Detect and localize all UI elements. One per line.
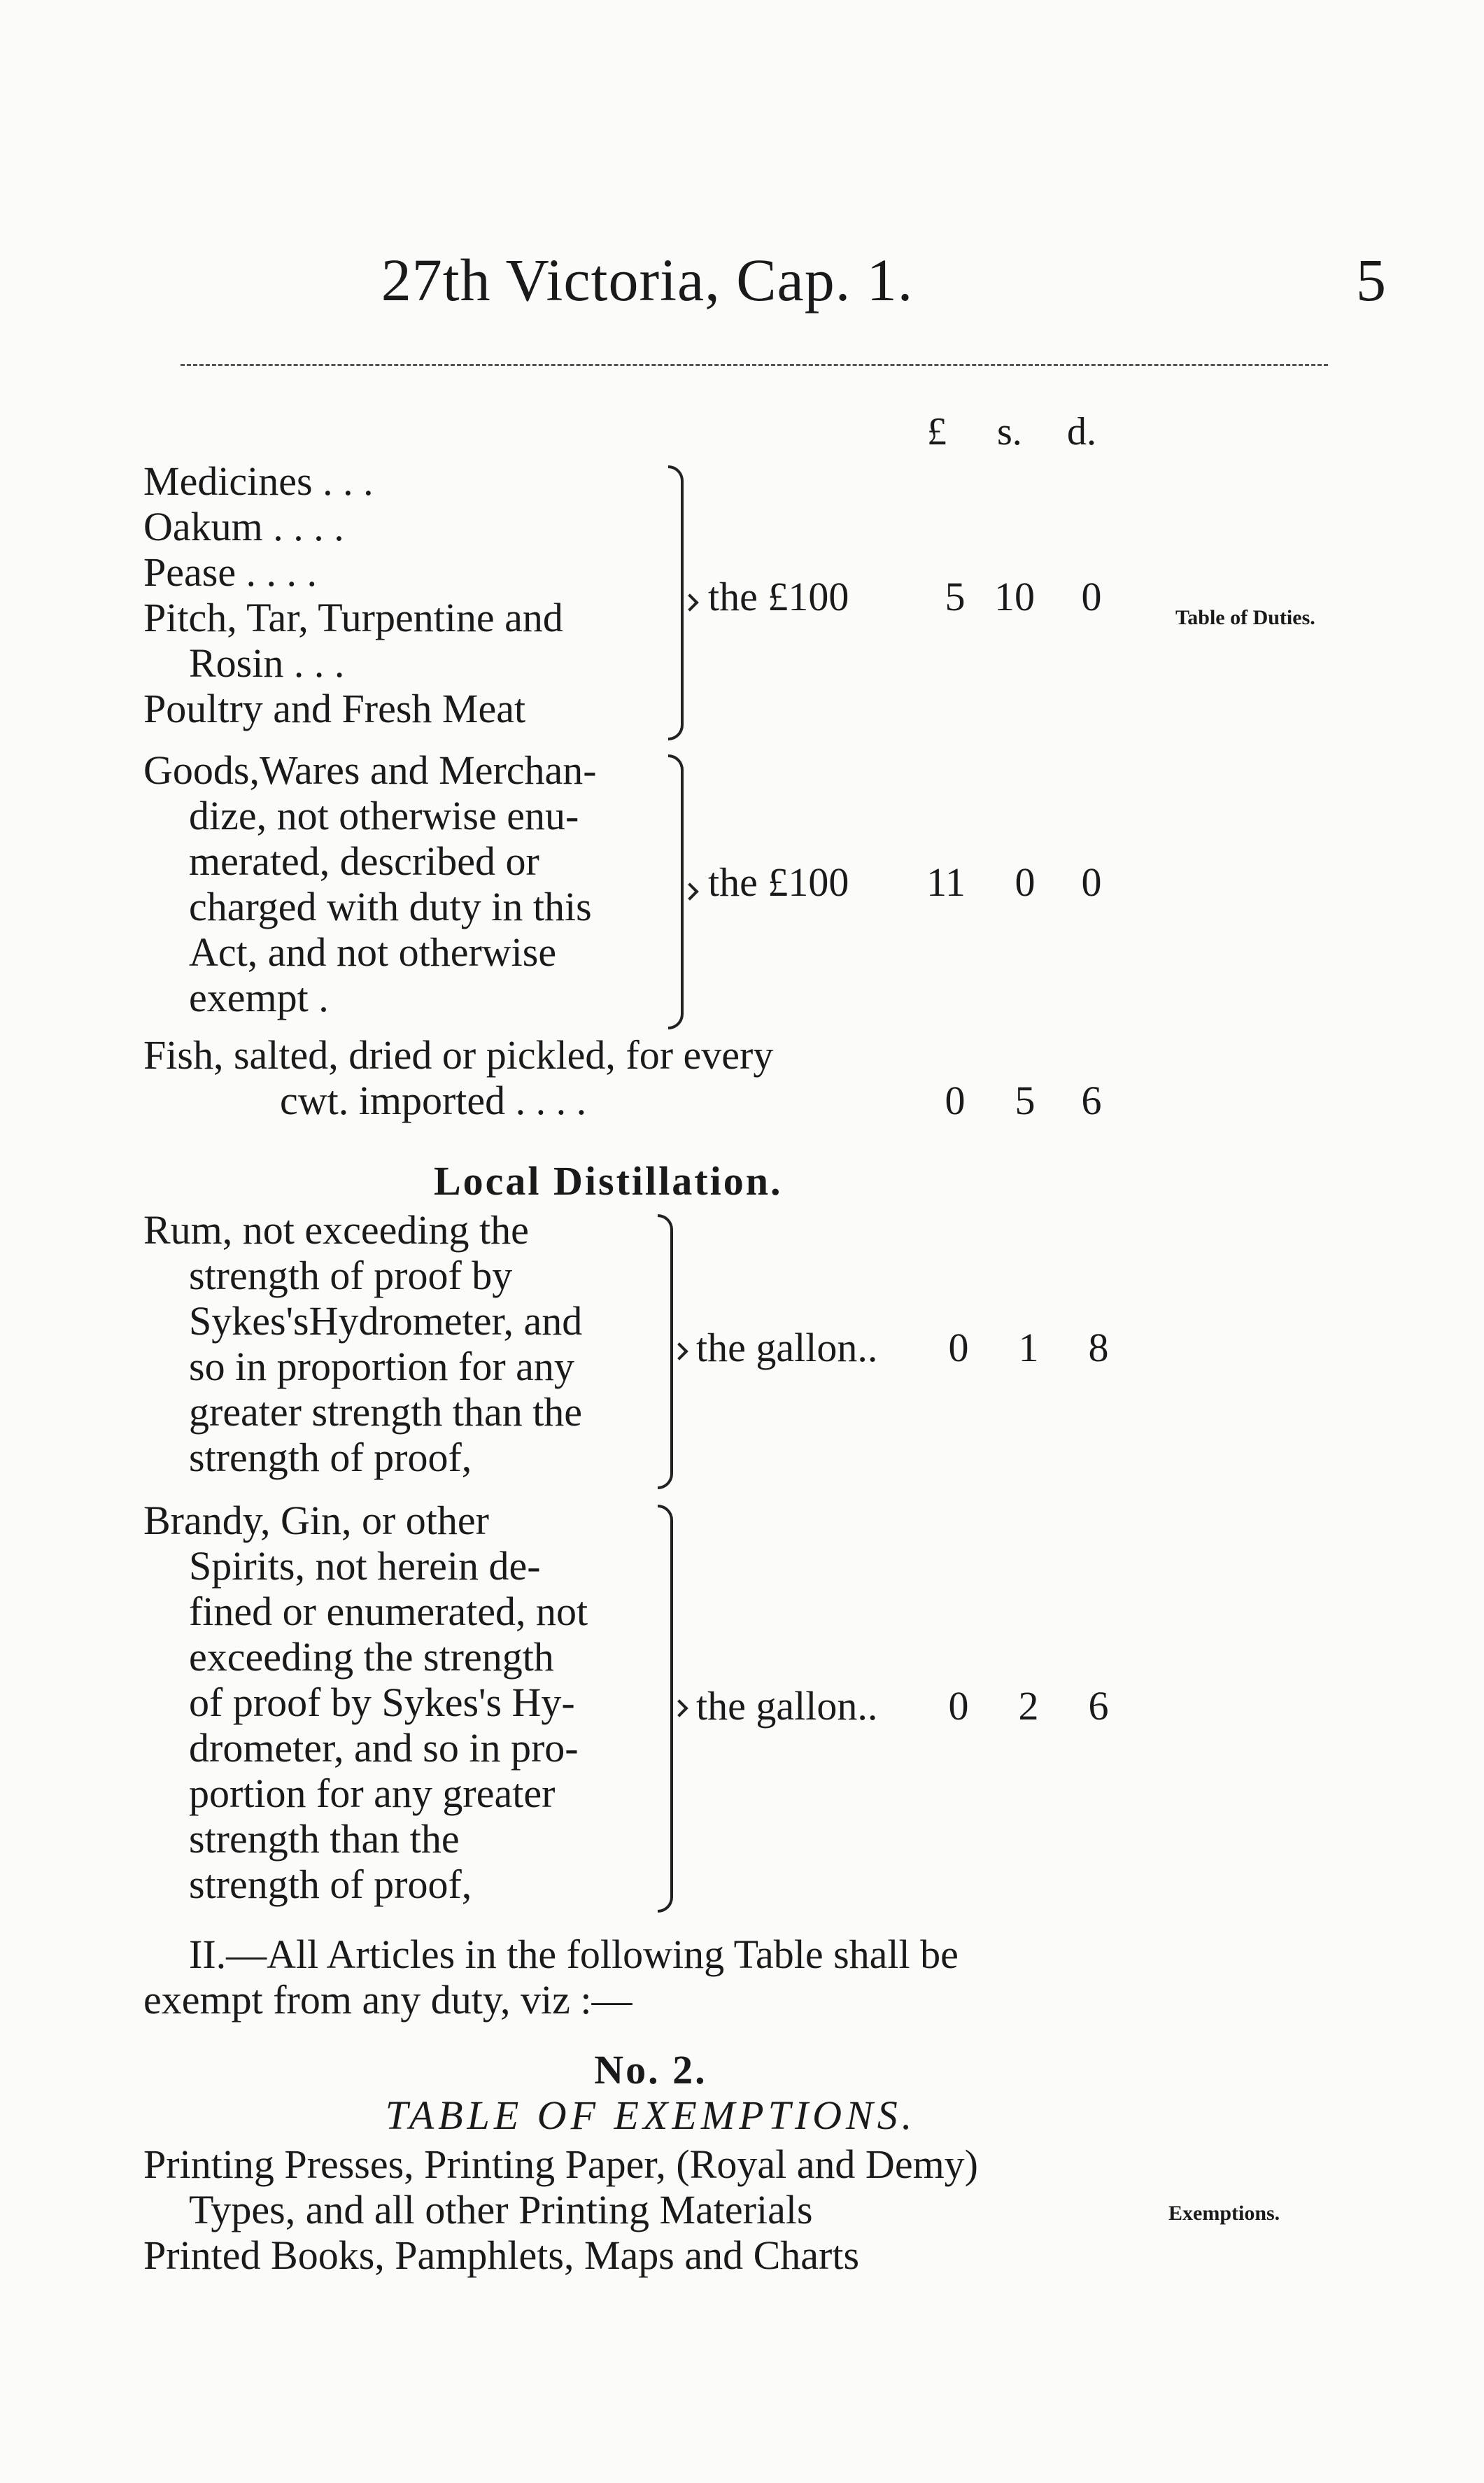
side-note-exemptions: Exemptions. (1168, 2202, 1280, 2225)
rate-label: the gallon.. (696, 1683, 878, 1729)
column-pence: d. (1067, 410, 1096, 453)
section-ii-line-2: exempt from any duty, viz :— (143, 1977, 633, 2023)
fish-line-2: cwt. imported . . . . (280, 1078, 587, 1123)
amount-shillings: 5 (1015, 1078, 1036, 1123)
amount-pounds: 11 (926, 859, 966, 905)
list-item: fined or enumerated, not (189, 1589, 588, 1634)
rate-label: the £100 (708, 859, 849, 905)
column-shillings: s. (997, 410, 1022, 453)
list-item: exempt . (189, 975, 329, 1020)
rate-label: the gallon.. (696, 1325, 878, 1370)
amount-pounds: 0 (948, 1325, 969, 1370)
list-item: Brandy, Gin, or other (143, 1498, 489, 1543)
list-item: Rosin . . . (189, 640, 345, 686)
list-item: Medicines . . . (143, 458, 374, 504)
table-number: No. 2. (594, 2047, 707, 2092)
brace (658, 1505, 673, 1913)
list-item: Goods,Wares and Merchan- (143, 747, 597, 793)
list-item: Act, and not otherwise (189, 929, 557, 975)
list-item: of proof by Sykes's Hy- (189, 1680, 575, 1725)
list-item: strength of proof, (189, 1435, 472, 1480)
amount-shillings: 10 (994, 574, 1035, 619)
amount-shillings: 1 (1018, 1325, 1039, 1370)
list-item: exceeding the strength (189, 1634, 554, 1680)
side-note-duties: Table of Duties. (1175, 606, 1315, 629)
rate-label: the £100 (708, 574, 849, 619)
amount-pence: 6 (1088, 1683, 1109, 1729)
amount-pounds: 5 (945, 574, 966, 619)
list-item: strength than the (189, 1816, 460, 1862)
list-item: dize, not otherwise enu- (189, 793, 579, 838)
list-item: Poultry and Fresh Meat (143, 686, 526, 731)
list-item: drometer, and so in pro- (189, 1725, 579, 1771)
section-heading: Local Distillation. (434, 1158, 783, 1204)
list-item: so in proportion for any (189, 1344, 574, 1389)
amount-pounds: 0 (945, 1078, 966, 1123)
list-item: strength of proof, (189, 1862, 472, 1907)
amount-shillings: 2 (1018, 1683, 1039, 1729)
list-item: greater strength than the (189, 1389, 583, 1435)
list-item: Pitch, Tar, Turpentine and (143, 595, 563, 640)
list-item: strength of proof by (189, 1253, 513, 1298)
amount-shillings: 0 (1015, 859, 1036, 905)
list-item: Spirits, not herein de- (189, 1543, 541, 1589)
header-rule (181, 364, 1328, 366)
list-item: portion for any greater (189, 1771, 556, 1816)
amount-pence: 0 (1081, 574, 1102, 619)
brace (668, 465, 684, 740)
fish-line-1: Fish, salted, dried or pickled, for every (143, 1032, 774, 1078)
column-pounds: £ (927, 410, 947, 453)
brace (668, 754, 684, 1029)
list-item: Rum, not exceeding the (143, 1207, 529, 1253)
list-item: Printed Books, Pamphlets, Maps and Charts (143, 2232, 860, 2278)
page-header-title: 27th Victoria, Cap. 1. (381, 246, 914, 314)
brace (658, 1214, 673, 1489)
amount-pence: 6 (1081, 1078, 1102, 1123)
section-ii-line-1: II.—All Articles in the following Table shall be (189, 1932, 959, 1977)
table-title: TABLE OF EXEMPTIONS. (385, 2092, 917, 2138)
list-item: Sykes'sHydrometer, and (189, 1298, 583, 1344)
list-item: merated, described or (189, 838, 539, 884)
list-item: Pease . . . . (143, 549, 318, 595)
list-item: Printing Presses, Printing Paper, (Royal and Demy) (143, 2141, 978, 2187)
list-item: charged with duty in this (189, 884, 592, 929)
list-item: Types, and all other Printing Materials (189, 2187, 813, 2232)
list-item: Oakum . . . . (143, 504, 344, 549)
page-number: 5 (1356, 246, 1386, 314)
amount-pence: 8 (1088, 1325, 1109, 1370)
amount-pence: 0 (1081, 859, 1102, 905)
amount-pounds: 0 (948, 1683, 969, 1729)
